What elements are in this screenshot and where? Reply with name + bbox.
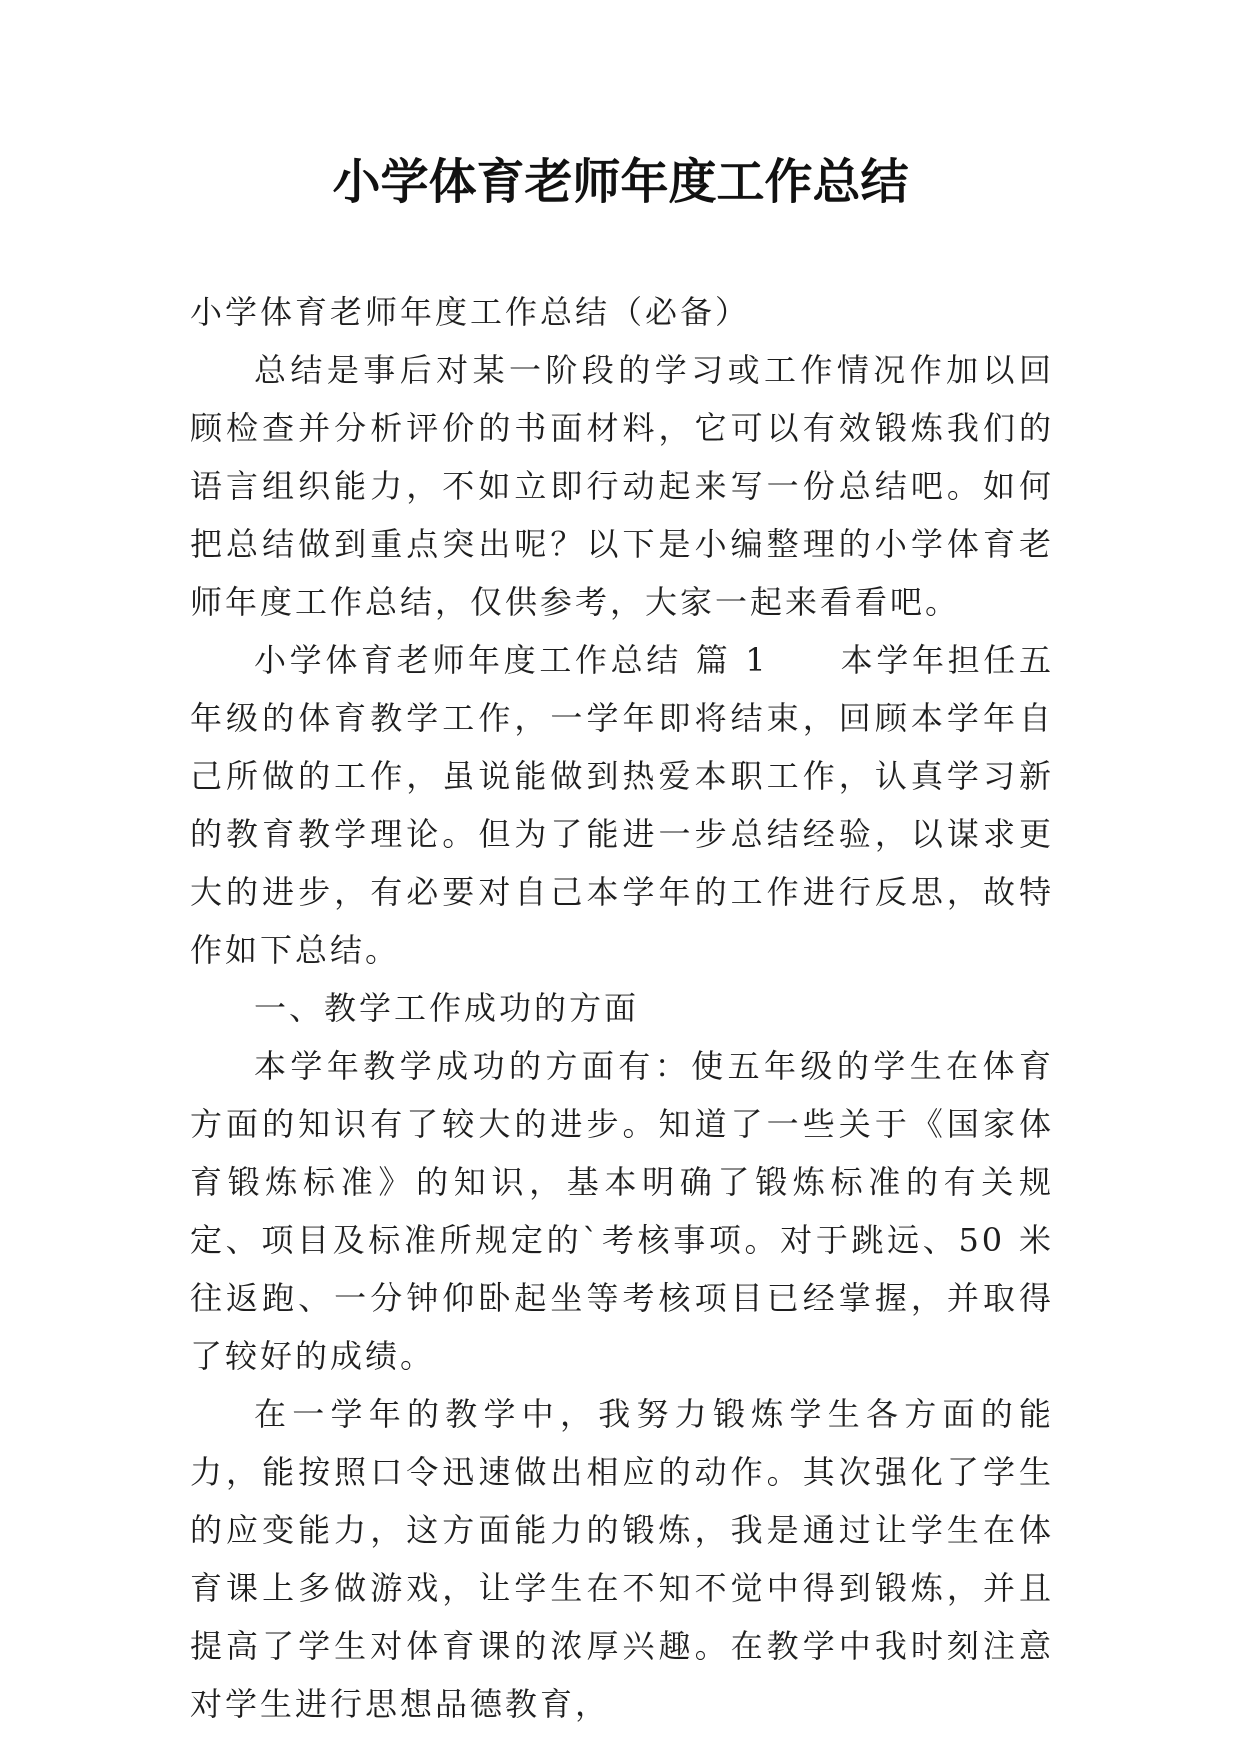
paragraph-section-1: 小学体育老师年度工作总结 篇 1 本学年担任五年级的体育教学工作，一学年即将结束，回顾本学年自己所做的工作，虽说能做到热爱本职工作，认真学习新的教育教学理论。但为了能进一步总结经验，以谋求更大的进步，有必要对自己本学年的工作进行反思，故特作如下总结。 <box>190 641 1054 969</box>
paragraph-ability-training: 在一学年的教学中，我努力锻炼学生各方面的能力，能按照口令迅速做出相应的动作。其次强化了学生的应变能力，这方面能力的锻炼，我是通过让学生在体育课上多做游戏，让学生在不知不觉中得到锻炼，并且提高了学生对体育课的浓厚兴趣。在教学中我时刻注意对学生进行思想品德教育， <box>190 1395 1054 1723</box>
paragraph-heading-teaching-success: 一、教学工作成功的方面 <box>254 989 640 1027</box>
paragraph-subtitle: 小学体育老师年度工作总结（必备） <box>190 293 751 331</box>
document-body <box>190 283 1054 1733</box>
paragraph-teaching-success: 本学年教学成功的方面有：使五年级的学生在体育方面的知识有了较大的进步。知道了一些关于《国家体育锻炼标准》的知识，基本明确了锻炼标准的有关规定、项目及标准所规定的`考核事项。对于跳远、50 米往返跑、一分钟仰卧起坐等考核项目已经掌握，并取得了较好的成绩。 <box>190 1047 1054 1375</box>
paragraph-intro: 总结是事后对某一阶段的学习或工作情况作加以回顾检查并分析评价的书面材料，它可以有效锻炼我们的语言组织能力，不如立即行动起来写一份总结吧。如何把总结做到重点突出呢？以下是小编整理的小学体育老师年度工作总结，仅供参考，大家一起来看看吧。 <box>190 351 1054 621</box>
document-title: 小学体育老师年度工作总结 <box>332 154 909 210</box>
